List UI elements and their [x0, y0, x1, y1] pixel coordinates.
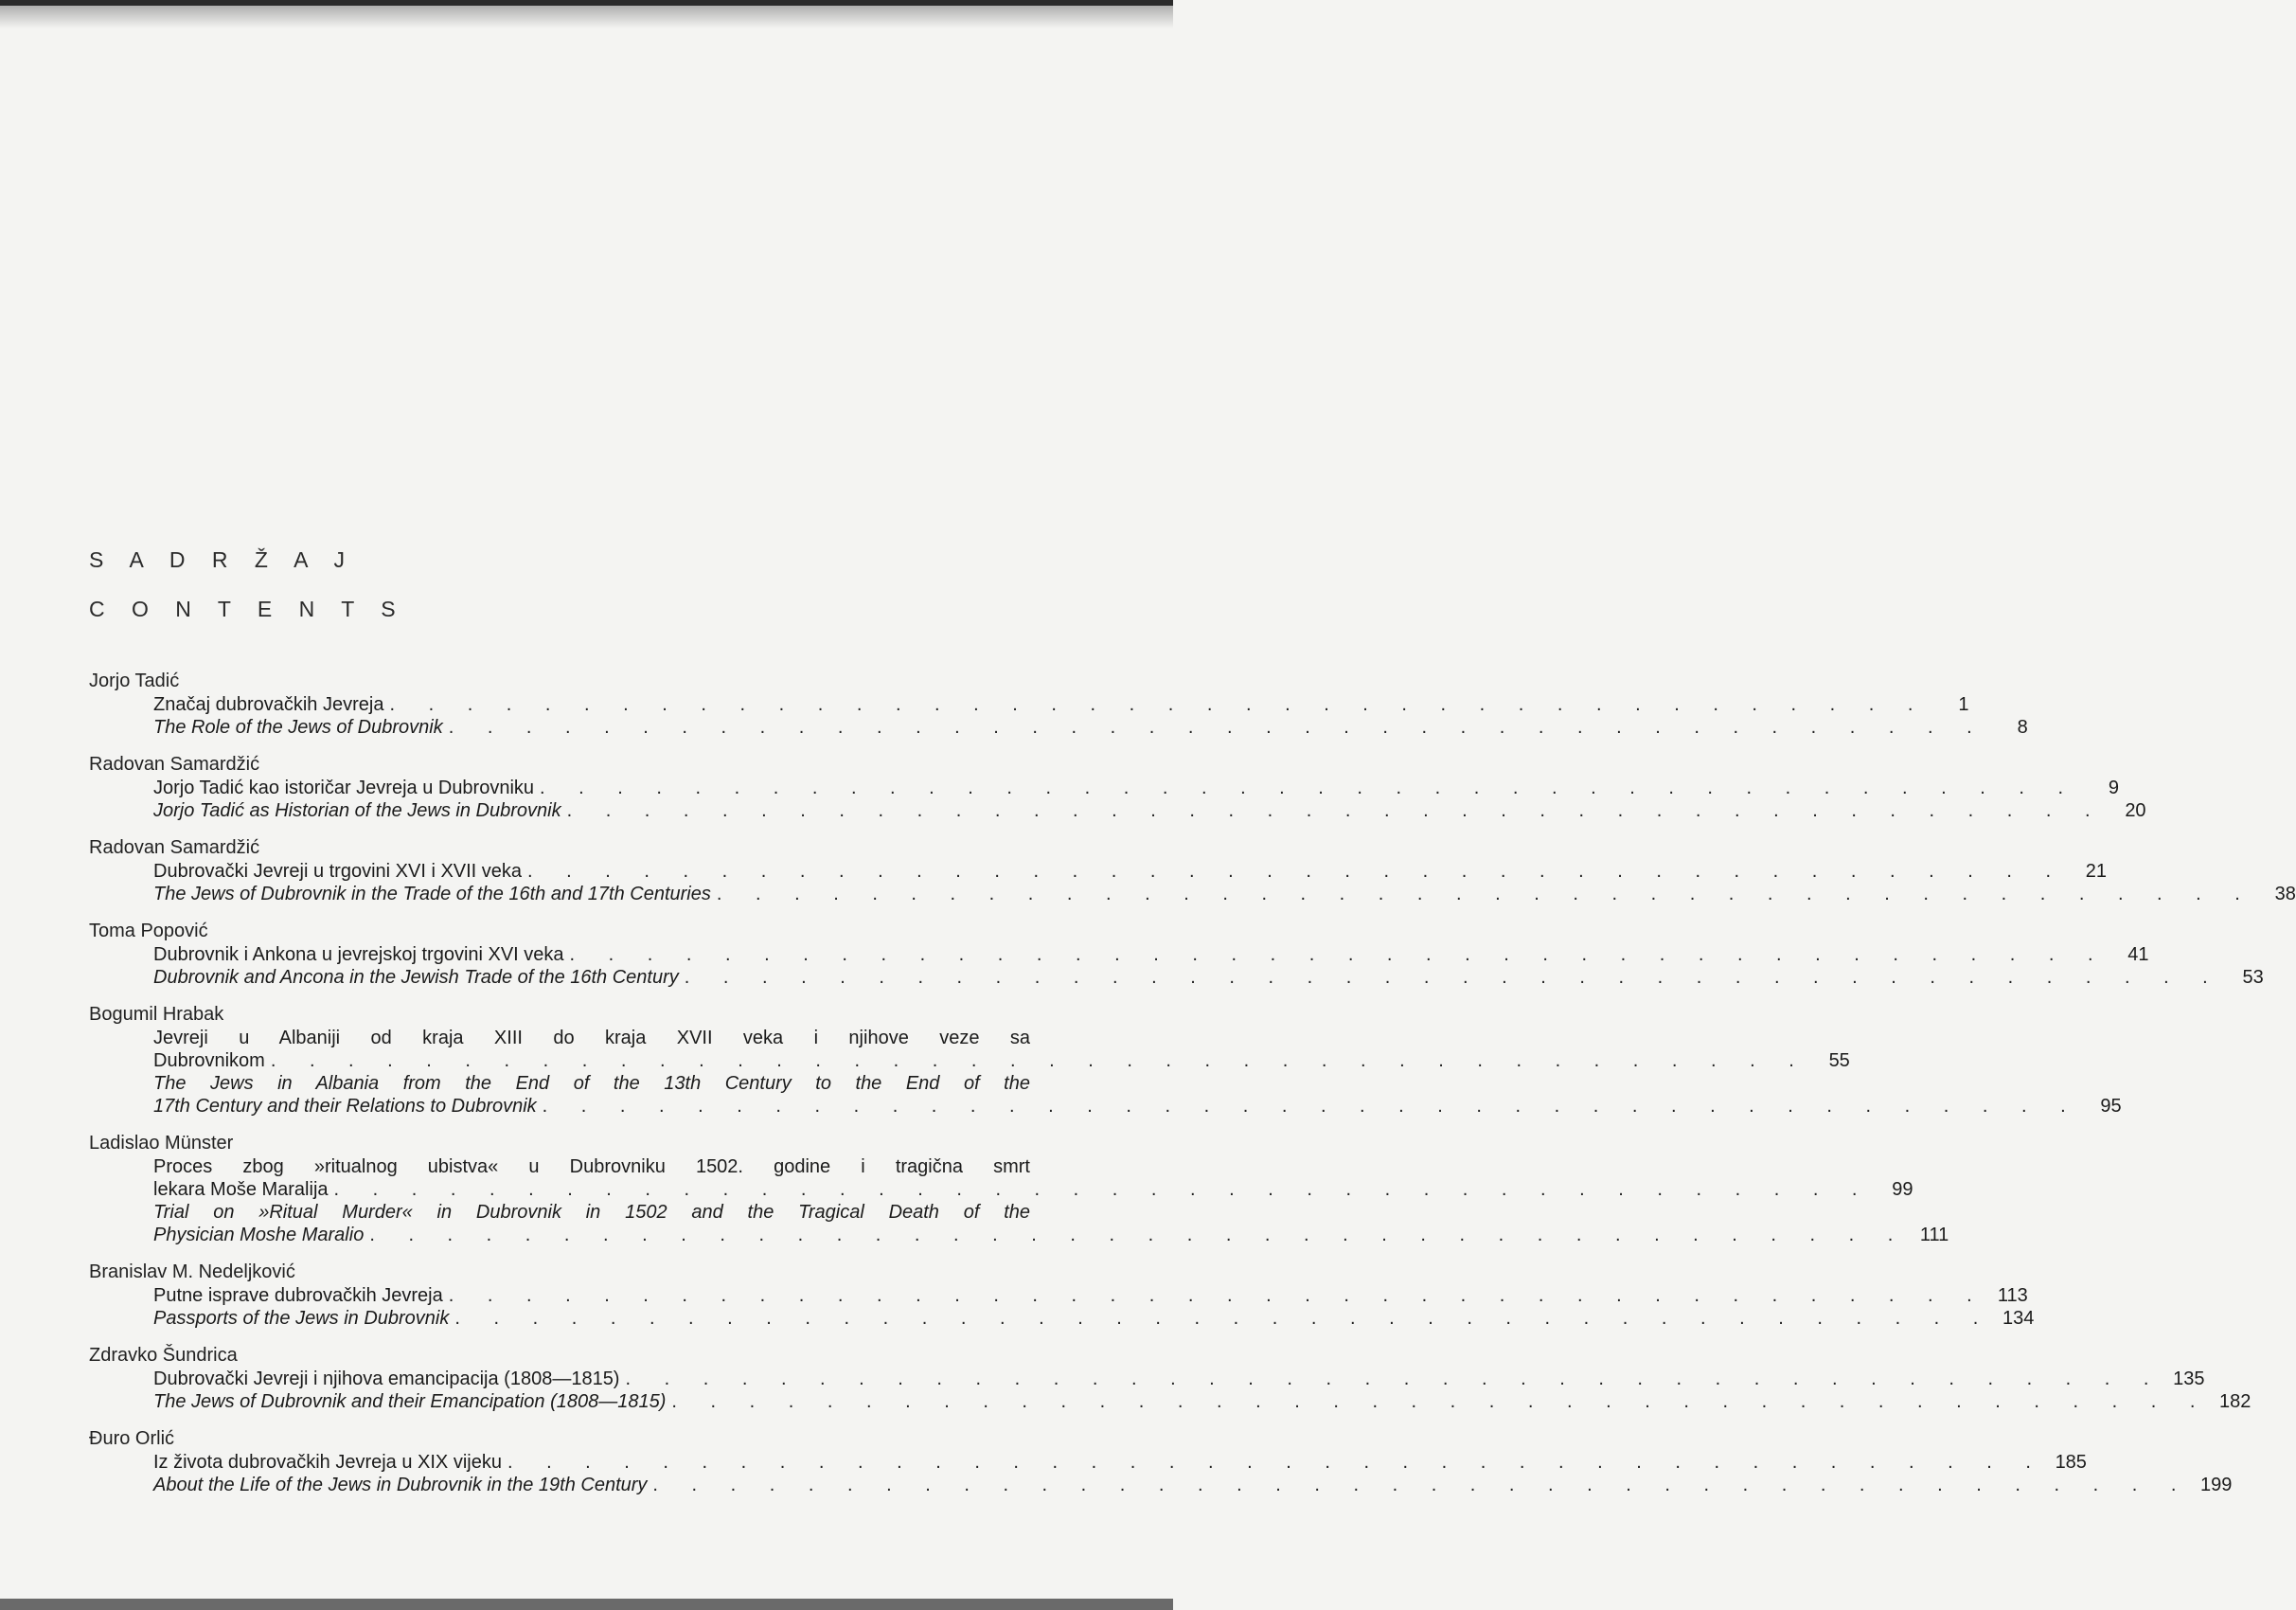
toc-entry: [153, 777, 2120, 799]
entry-title-first-line: Proces zbog »ritualnog ubistva« u Dubrovniku 1502. godine i tragična smrt: [153, 1156, 1030, 1177]
heading-sadrzaj: S A D R Ž A J: [89, 547, 356, 572]
toc-entry: [153, 860, 2108, 883]
page-number: 21: [2085, 861, 2108, 882]
entry-line: [153, 777, 2120, 799]
author-name: Jorjo Tadić: [89, 671, 180, 691]
entry-title: Značaj dubrovačkih Jevreja: [153, 694, 384, 715]
page-number: 185: [2055, 1452, 2087, 1473]
entry-line: [153, 1095, 2122, 1118]
entry-title: Physician Moshe Maralio: [153, 1225, 365, 1245]
entry-title: About the Life of the Jews in Dubrovnik in the 19th Century: [153, 1475, 648, 1495]
toc-section: [89, 669, 2028, 739]
entry-line: [153, 799, 2146, 822]
entry-line: [153, 716, 2028, 739]
entry-line: [153, 1368, 2205, 1390]
page-number: 38: [2274, 884, 2296, 904]
entry-title: Dubrovački Jevreji u trgovini XVI i XVII veka: [153, 861, 523, 882]
page-number: 1: [1958, 694, 1969, 715]
entry-title: Iz života dubrovačkih Jevreja u XIX vijeku: [153, 1452, 502, 1473]
entry-line: [153, 966, 2264, 989]
toc-entry: [153, 1284, 2028, 1307]
leader-dots: . . . . . . . . . . . . . . . . . . . . . . . . . . . . . . . . . . . . . . . .: [333, 1179, 1872, 1200]
entry-title: The Jews of Dubrovnik in the Trade of the 16th and 17th Centuries: [153, 884, 711, 904]
page-number: 20: [2125, 800, 2146, 821]
entry-title-first-line: Jevreji u Albaniji od kraja XIII do kraja XVII veka i njihove veze sa: [153, 1028, 1030, 1048]
toc-section: [89, 1002, 2122, 1118]
page-number: 9: [2108, 778, 2120, 798]
toc-entry: [153, 966, 2264, 989]
heading-contents: C O N T E N T S: [89, 597, 406, 621]
author-name: Zdravko Šundrica: [89, 1345, 238, 1366]
leader-dots: . . . . . . . . . . . . . . . . . . . . . . . . . . . . . . . . . . . . . . . .: [625, 1368, 2163, 1389]
leader-dots: . . . . . . . . . . . . . . . . . . . . . . . . . . . . . . . . . . . . . . . .: [671, 1391, 2210, 1412]
entry-line: [153, 1284, 2028, 1307]
toc-entry: [153, 1201, 1949, 1246]
toc-entry: [153, 1368, 2205, 1390]
entry-title: Jorjo Tadić as Historian of the Jews in Dubrovnik: [153, 800, 561, 821]
toc-section: [89, 1131, 1949, 1246]
toc-entry: [153, 693, 1969, 716]
leader-dots: . . . . . . . . . . . . . . . . . . . . . . . . . . . . . . . . . . . . . . . .: [566, 800, 2105, 821]
entry-line: [153, 1307, 2035, 1330]
leader-dots: . . . . . . . . . . . . . . . . . . . . . . . . . . . . . . . . . . . . . . . .: [542, 1096, 2080, 1117]
page-number: 199: [2200, 1475, 2233, 1495]
author-name: Ladislao Münster: [89, 1133, 234, 1154]
entry-title: lekara Moše Maralija: [153, 1179, 329, 1200]
page-number: 99: [1892, 1179, 1913, 1200]
entry-line: [153, 1224, 1949, 1246]
leader-dots: . . . . . . . . . . . . . . . . . . . . . . . . . . . . . . . . . . . . . . . .: [652, 1475, 2191, 1495]
entry-title-first-line: Trial on »Ritual Murder« in Dubrovnik in 1502 and the Tragical Death of the: [153, 1202, 1030, 1223]
leader-dots: . . . . . . . . . . . . . . . . . . . . . . . . . . . . . . . . . . . . . . . .: [527, 861, 2066, 882]
page-number: 41: [2127, 944, 2149, 965]
entry-line: [153, 1390, 2252, 1413]
author-name: Radovan Samardžić: [89, 837, 260, 858]
entry-title: Dubrovački Jevreji i njihova emancipacija (1808—1815): [153, 1368, 620, 1389]
toc-entry: [153, 943, 2149, 966]
author-name: Bogumil Hrabak: [89, 1004, 224, 1025]
entry-line: [153, 1474, 2233, 1496]
toc-entry: [153, 883, 2296, 905]
entry-line: [153, 1049, 1850, 1072]
entry-title: Passports of the Jews in Dubrovnik: [153, 1308, 450, 1329]
toc-entry: [153, 1155, 1913, 1201]
author-name: Đuro Orlić: [89, 1428, 175, 1449]
leader-dots: . . . . . . . . . . . . . . . . . . . . . . . . . . . . . . . . . . . . . . . .: [389, 694, 1928, 715]
entry-title-first-line: The Jews in Albania from the End of the 13th Century to the End of the: [153, 1073, 1030, 1094]
toc-entry: [153, 1027, 1850, 1072]
leader-dots: . . . . . . . . . . . . . . . . . . . . . . . . . . . . . . . . . . . . . . . .: [270, 1050, 1808, 1071]
toc-section: [89, 919, 2264, 989]
scan-edge-bottom: [0, 1599, 1173, 1610]
toc-entry: [153, 1474, 2233, 1496]
leader-dots: . . . . . . . . . . . . . . . . . . . . . . . . . . . . . . . . . . . . . . . .: [448, 1285, 1986, 1306]
entry-line: [153, 883, 2296, 905]
entry-title: 17th Century and their Relations to Dubrovnik: [153, 1096, 537, 1117]
toc-entry: [153, 1307, 2035, 1330]
page-number: 134: [2002, 1308, 2035, 1329]
toc-section: [89, 1343, 2252, 1413]
toc-entry: [153, 799, 2146, 822]
entry-line: [153, 860, 2108, 883]
toc-entry: [153, 1072, 2122, 1118]
headings: [89, 547, 406, 646]
toc-entry: [153, 716, 2028, 739]
leader-dots: . . . . . . . . . . . . . . . . . . . . . . . . . . . . . . . . . . . . . . . .: [454, 1308, 1993, 1329]
page-number: 95: [2100, 1096, 2122, 1117]
page-number: 113: [1997, 1285, 2028, 1306]
toc-section: [89, 835, 2296, 905]
entry-title: Dubrovnikom: [153, 1050, 265, 1071]
leader-dots: . . . . . . . . . . . . . . . . . . . . . . . . . . . . . . . . . . . . . . . .: [448, 717, 1986, 738]
page-number: 53: [2242, 967, 2264, 988]
leader-dots: . . . . . . . . . . . . . . . . . . . . . . . . . . . . . . . . . . . . . . . .: [716, 884, 2254, 904]
leader-dots: . . . . . . . . . . . . . . . . . . . . . . . . . . . . . . . . . . . . . . . .: [540, 778, 2078, 798]
author-name: Branislav M. Nedeljković: [89, 1261, 295, 1282]
entry-title: The Jews of Dubrovnik and their Emancipation (1808—1815): [153, 1391, 667, 1412]
toc-entry: [153, 1451, 2087, 1474]
entry-line: [153, 1178, 1913, 1201]
entry-title: Dubrovnik and Ancona in the Jewish Trade of the 16th Century: [153, 967, 679, 988]
entry-line: [153, 693, 1969, 716]
toc-section: [89, 1426, 2233, 1496]
entry-title: Dubrovnik i Ankona u jevrejskoj trgovini XVI veka: [153, 944, 564, 965]
scan-shadow-top: [0, 6, 1173, 28]
entry-line: [153, 943, 2149, 966]
toc-entry: [153, 1390, 2252, 1413]
page-number: 135: [2173, 1368, 2205, 1389]
table-of-contents: [89, 669, 2296, 1510]
entry-title: Putne isprave dubrovačkih Jevreja: [153, 1285, 443, 1306]
leader-dots: . . . . . . . . . . . . . . . . . . . . . . . . . . . . . . . . . . . . . . . .: [569, 944, 2108, 965]
page-number: 8: [2017, 717, 2028, 738]
leader-dots: . . . . . . . . . . . . . . . . . . . . . . . . . . . . . . . . . . . . . . . .: [684, 967, 2222, 988]
entry-line: [153, 1451, 2087, 1474]
leader-dots: . . . . . . . . . . . . . . . . . . . . . . . . . . . . . . . . . . . . . . . .: [507, 1452, 2045, 1473]
entry-title: The Role of the Jews of Dubrovnik: [153, 717, 443, 738]
author-name: Toma Popović: [89, 921, 208, 941]
entry-title: Jorjo Tadić kao istoričar Jevreja u Dubrovniku: [153, 778, 535, 798]
page-number: 182: [2219, 1391, 2252, 1412]
leader-dots: . . . . . . . . . . . . . . . . . . . . . . . . . . . . . . . . . . . . . . . .: [369, 1225, 1908, 1245]
page-number: 111: [1919, 1225, 1949, 1245]
toc-section: [89, 1260, 2035, 1330]
author-name: Radovan Samardžić: [89, 754, 260, 775]
toc-section: [89, 752, 2146, 822]
page-number: 55: [1828, 1050, 1850, 1071]
